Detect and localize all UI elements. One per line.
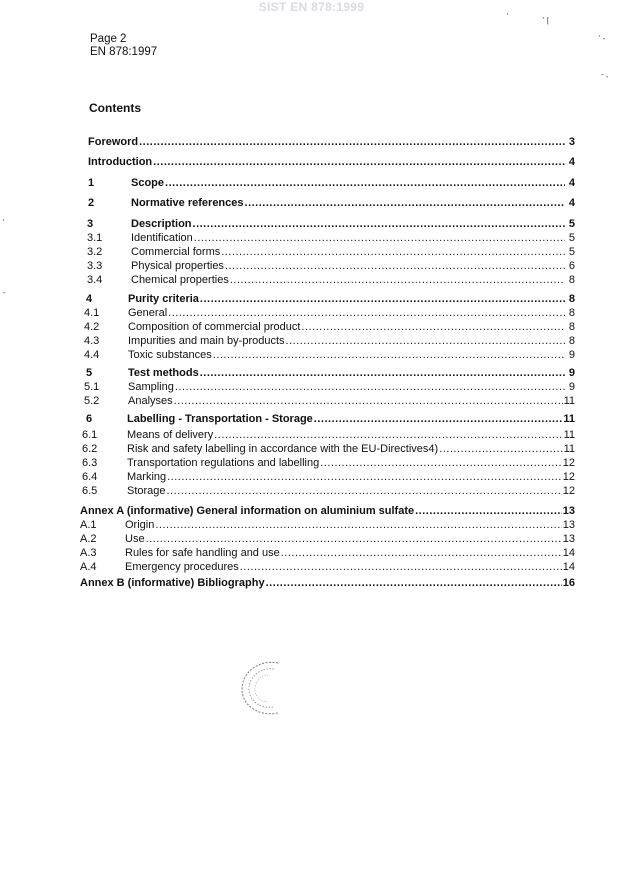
dot-leader	[174, 395, 563, 407]
dot-leader	[301, 321, 565, 333]
page-header	[90, 33, 157, 59]
contents-title: Contents	[89, 101, 141, 115]
toc-entry-number: 1	[88, 177, 95, 189]
toc-entry-page: 14	[562, 547, 575, 559]
toc-entry-body	[125, 533, 575, 545]
toc-entry	[80, 577, 575, 591]
toc-entry-page: 8	[568, 321, 575, 333]
dot-leader	[153, 156, 565, 168]
toc-entry-number: 3.3	[87, 260, 103, 272]
toc-entry-page: 8	[568, 293, 575, 305]
toc-entry-body	[88, 156, 575, 168]
toc-entry-title: Annex B (informative) Bibliography	[80, 577, 265, 589]
toc-entry-number: 6	[86, 413, 93, 425]
dot-leader	[200, 367, 565, 379]
toc-entry-number: 5.2	[84, 395, 100, 407]
toc-entry-title: Toxic substances	[128, 349, 212, 361]
toc-entry-title: Marking	[127, 471, 167, 483]
toc-entry-number: A.2	[80, 533, 97, 545]
dot-leader	[314, 413, 563, 425]
toc-entry	[80, 367, 575, 381]
dot-leader	[439, 443, 562, 455]
toc-entry-body	[128, 321, 575, 333]
toc-entry-body	[128, 381, 575, 393]
toc-entry-page: 5	[568, 246, 575, 258]
toc-entry	[80, 395, 575, 409]
toc-entry-title: Purity criteria	[128, 293, 199, 305]
dot-leader	[167, 485, 562, 497]
toc-entry-title: General	[128, 307, 168, 319]
dot-leader	[193, 218, 565, 230]
toc-entry-body	[125, 561, 575, 573]
toc-entry-body	[127, 485, 575, 497]
toc-entry	[80, 232, 575, 246]
toc-entry-number: 3.1	[87, 232, 103, 244]
toc-entry-title: Sampling	[128, 381, 174, 393]
watermark: SIST EN 878:1999	[258, 0, 365, 14]
toc-entry-title: Labelling - Transportation - Storage	[127, 413, 313, 425]
standard-id: EN 878:1997	[90, 46, 158, 58]
dot-leader	[281, 547, 562, 559]
toc-entry-body	[131, 232, 575, 244]
toc-entry	[80, 547, 575, 561]
toc-entry-number: 4.2	[84, 321, 100, 333]
toc-entry	[80, 443, 575, 457]
toc-entry	[80, 293, 575, 307]
toc-entry	[80, 505, 575, 519]
toc-entry	[80, 321, 575, 335]
toc-entry-body	[128, 307, 575, 319]
toc-entry-page: 11	[563, 443, 575, 455]
toc-entry-title: Storage	[127, 485, 166, 497]
toc-entry-number: A.4	[80, 561, 97, 573]
toc-entry-body	[127, 429, 575, 441]
toc-entry-title: Origin	[125, 519, 155, 531]
toc-entry-title: Transportation regulations and labelling	[127, 457, 320, 469]
toc-entry-title: Description	[131, 218, 192, 230]
toc-entry-title: Chemical properties	[131, 274, 229, 286]
toc-entry-number: A.1	[80, 519, 97, 531]
toc-entry	[80, 457, 575, 471]
toc-entry-body	[128, 367, 575, 379]
toc-entry-page: 14	[562, 561, 575, 573]
toc-entry-body	[125, 519, 575, 531]
toc-entry	[80, 519, 575, 533]
toc-entry-title: Use	[125, 533, 145, 545]
toc-entry	[80, 156, 575, 170]
toc-entry	[80, 561, 575, 575]
dot-leader	[146, 533, 562, 545]
toc-entry-title: Commercial forms	[131, 246, 221, 258]
toc-entry-body	[125, 547, 575, 559]
dot-leader	[200, 293, 565, 305]
dot-leader	[139, 136, 565, 148]
dot-leader	[230, 274, 565, 286]
toc-entry-page: 11	[563, 429, 575, 441]
toc-entry-number: 6.5	[82, 485, 98, 497]
dot-leader	[240, 561, 562, 573]
toc-entry	[80, 307, 575, 321]
toc-entry-body	[128, 293, 575, 305]
toc-entry-title: Annex A (informative) General information on aluminium sulfate	[80, 505, 415, 517]
toc-entry-title: Physical properties	[131, 260, 224, 272]
toc-entry-page: 3	[568, 136, 575, 148]
toc-entry-body	[128, 395, 575, 407]
toc-entry-body	[127, 443, 575, 455]
toc-entry-number: 4.1	[84, 307, 100, 319]
toc-entry	[80, 429, 575, 443]
toc-entry-body	[131, 197, 575, 209]
toc-entry-page: 5	[568, 218, 575, 230]
toc-entry-page: 12	[562, 471, 575, 483]
toc-entry-number: 6.4	[82, 471, 98, 483]
toc-entry-page: 12	[562, 457, 575, 469]
toc-entry-title: Impurities and main by-products	[128, 335, 285, 347]
toc-entry-body	[80, 505, 575, 517]
toc-entry-page: 12	[562, 485, 575, 497]
toc-entry-body	[131, 246, 575, 258]
toc-entry-body	[127, 413, 575, 425]
toc-entry-number: 6.2	[82, 443, 98, 455]
toc-entry-title: Test methods	[128, 367, 199, 379]
toc-entry-page: 8	[568, 307, 575, 319]
dot-leader	[320, 457, 562, 469]
toc-entry-body	[128, 335, 575, 347]
toc-entry-page: 11	[563, 395, 575, 407]
toc-entry-number: 5.1	[84, 381, 100, 393]
toc-entry-page: 9	[568, 349, 575, 361]
toc-entry	[80, 274, 575, 288]
toc-entry	[80, 533, 575, 547]
dot-leader	[167, 471, 562, 483]
toc-entry-number: 4.3	[84, 335, 100, 347]
dot-leader	[286, 335, 565, 347]
dot-leader	[245, 197, 565, 209]
toc-entry-page: 9	[568, 381, 575, 393]
toc-entry	[80, 485, 575, 499]
toc-entry-number: A.3	[80, 547, 97, 559]
dot-leader	[165, 177, 565, 189]
toc-entry	[80, 335, 575, 349]
page-number: Page 2	[90, 33, 127, 45]
toc-entry-page: 13	[562, 505, 575, 517]
stamp-seal	[238, 657, 284, 719]
toc-entry	[80, 381, 575, 395]
dot-leader	[415, 505, 562, 517]
toc-entry-body	[127, 457, 575, 469]
toc-entry-number: 6.3	[82, 457, 98, 469]
toc-entry-page: 4	[568, 177, 575, 189]
toc-entry-page: 13	[562, 519, 575, 531]
toc-entry-page: 6	[568, 260, 575, 272]
toc-entry-page: 8	[568, 335, 575, 347]
toc-entry-title: Introduction	[88, 156, 153, 168]
toc-entry-title: Rules for safe handling and use	[125, 547, 280, 559]
toc-entry	[80, 177, 575, 191]
toc-entry-number: 4	[86, 293, 93, 305]
toc-entry-number: 3.4	[87, 274, 103, 286]
toc-entry-title: Scope	[131, 177, 165, 189]
dot-leader	[175, 381, 565, 393]
toc-entry-body	[88, 136, 575, 148]
toc-entry	[80, 471, 575, 485]
dot-leader	[225, 260, 565, 272]
toc-entry	[80, 413, 575, 427]
toc-entry	[80, 246, 575, 260]
toc-entry-body	[127, 471, 575, 483]
toc-entry-page: 4	[568, 156, 575, 168]
toc-entry	[80, 349, 575, 363]
toc-entry-number: 6.1	[82, 429, 98, 441]
toc-entry-title: Composition of commercial product	[128, 321, 301, 333]
toc-entry-title: Foreword	[88, 136, 139, 148]
toc-entry-number: 3	[87, 218, 94, 230]
toc-entry-page: 16	[562, 577, 575, 589]
dot-leader	[213, 349, 565, 361]
toc-entry-title: Emergency procedures	[125, 561, 239, 573]
dot-leader	[266, 577, 562, 589]
toc-entry	[80, 260, 575, 274]
toc-entry-title: Normative references	[131, 197, 244, 209]
toc-entry	[80, 197, 575, 211]
toc-entry-body	[131, 260, 575, 272]
dot-leader	[168, 307, 565, 319]
toc-entry-page: 9	[568, 367, 575, 379]
toc-entry-title: Identification	[131, 232, 193, 244]
toc-entry-page: 8	[568, 274, 575, 286]
toc-entry-title: Means of delivery	[127, 429, 214, 441]
toc-entry-number: 3.2	[87, 246, 103, 258]
toc-entry-body	[80, 577, 575, 589]
toc-entry-page: 11	[563, 413, 575, 425]
dot-leader	[214, 429, 562, 441]
toc-entry	[80, 218, 575, 232]
dot-leader	[221, 246, 565, 258]
toc-entry-body	[131, 177, 575, 189]
toc-entry-body	[131, 218, 575, 230]
toc-entry-title: Risk and safety labelling in accordance with the EU-Directives4)	[127, 443, 439, 455]
toc-entry-body	[131, 274, 575, 286]
toc-entry-number: 2	[88, 197, 95, 209]
toc-entry-body	[128, 349, 575, 361]
toc-entry-title: Analyses	[128, 395, 173, 407]
toc-entry	[80, 136, 575, 150]
dot-leader	[194, 232, 565, 244]
toc-entry-number: 5	[86, 367, 93, 379]
toc-entry-number: 4.4	[84, 349, 100, 361]
dot-leader	[155, 519, 561, 531]
toc-entry-page: 13	[562, 533, 575, 545]
toc-entry-page: 5	[568, 232, 575, 244]
toc-entry-page: 4	[568, 197, 575, 209]
